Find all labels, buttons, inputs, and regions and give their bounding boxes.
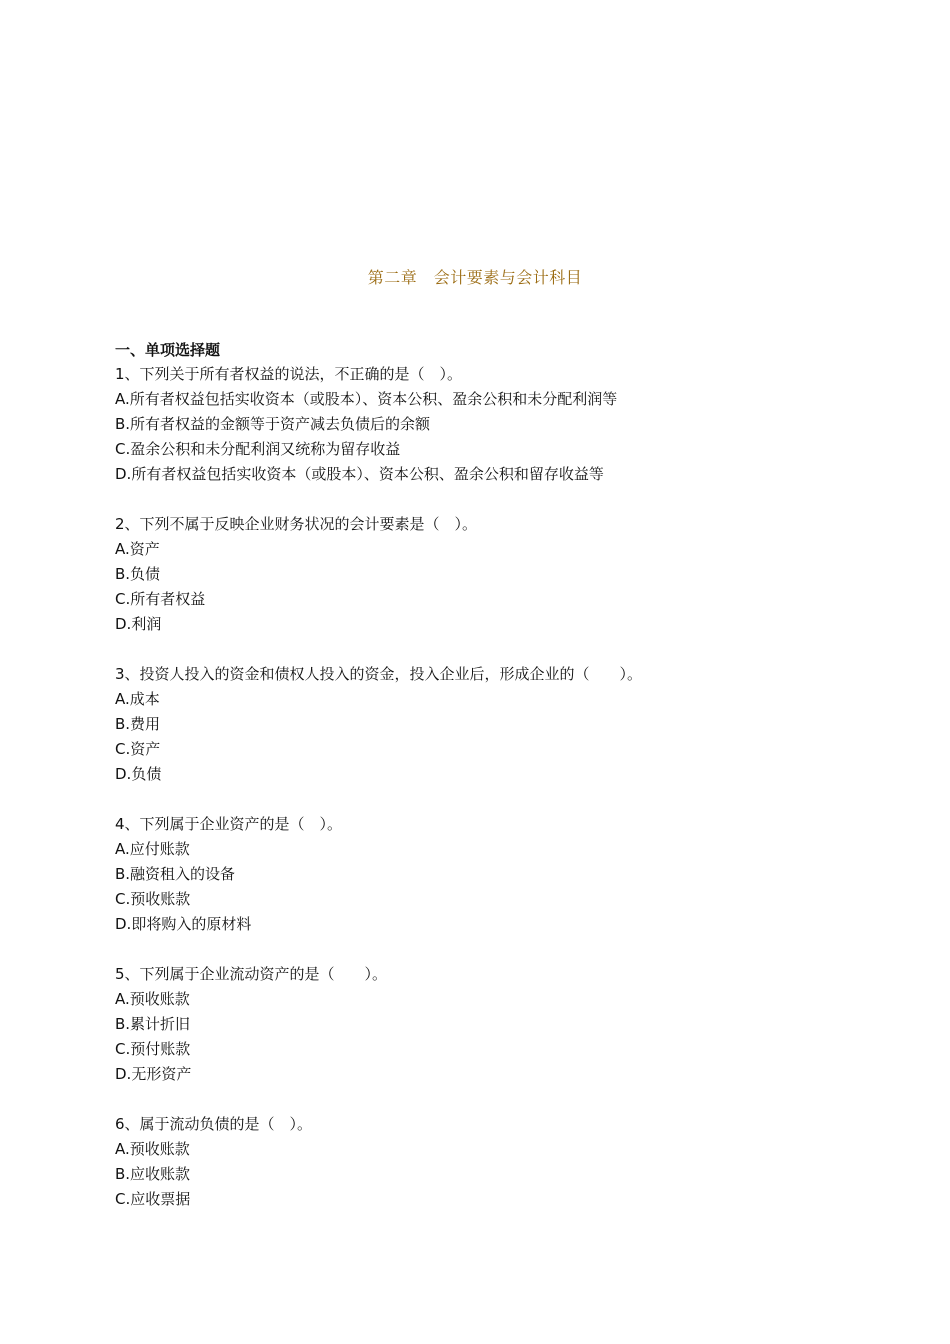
option-c: C.预付账款 xyxy=(115,1040,191,1058)
option-c: C.应收票据 xyxy=(115,1190,191,1208)
option-d: D.所有者权益包括实收资本（或股本）、资本公积、盈余公积和留存收益等 xyxy=(115,465,604,483)
question-6 xyxy=(115,1112,875,1212)
question-stem: 5、下列属于企业流动资产的是（ ）。 xyxy=(115,965,388,983)
question-4 xyxy=(115,812,875,937)
section-heading: 一、单项选择题 xyxy=(115,341,221,359)
option-d: D.利润 xyxy=(115,615,162,633)
question-stem: 4、下列属于企业资产的是（ ）。 xyxy=(115,815,343,833)
option-d: D.即将购入的原材料 xyxy=(115,915,252,933)
option-a: A.资产 xyxy=(115,540,160,558)
question-stem: 1、下列关于所有者权益的说法，不正确的是（ ）。 xyxy=(115,365,463,383)
option-b: B.费用 xyxy=(115,715,161,733)
option-b: B.融资租入的设备 xyxy=(115,865,236,883)
question-5 xyxy=(115,962,875,1087)
option-a: A.预收账款 xyxy=(115,990,190,1008)
option-b: B.负债 xyxy=(115,565,161,583)
option-c: C.预收账款 xyxy=(115,890,191,908)
question-stem: 2、下列不属于反映企业财务状况的会计要素是（ ）。 xyxy=(115,515,478,533)
question-stem: 6、属于流动负债的是（ ）。 xyxy=(115,1115,313,1133)
option-c: C.盈余公积和未分配利润又统称为留存收益 xyxy=(115,440,401,458)
question-3 xyxy=(115,662,875,787)
question-2 xyxy=(115,512,875,637)
question-list xyxy=(115,338,875,1237)
option-a: A.应付账款 xyxy=(115,840,190,858)
option-b: B.应收账款 xyxy=(115,1165,191,1183)
option-c: C.所有者权益 xyxy=(115,590,206,608)
option-a: A.成本 xyxy=(115,690,160,708)
option-b: B.所有者权益的金额等于资产减去负债后的余额 xyxy=(115,415,431,433)
option-b: B.累计折旧 xyxy=(115,1015,191,1033)
option-d: D.负债 xyxy=(115,765,162,783)
option-d: D.无形资产 xyxy=(115,1065,192,1083)
question-1 xyxy=(115,362,875,487)
chapter-title: 第二章 会计要素与会计科目 xyxy=(367,268,583,287)
question-stem: 3、投资人投入的资金和债权人投入的资金，投入企业后，形成企业的（ ）。 xyxy=(115,665,643,683)
option-a: A.所有者权益包括实收资本（或股本）、资本公积、盈余公积和未分配利润等 xyxy=(115,390,618,408)
option-a: A.预收账款 xyxy=(115,1140,190,1158)
option-c: C.资产 xyxy=(115,740,161,758)
